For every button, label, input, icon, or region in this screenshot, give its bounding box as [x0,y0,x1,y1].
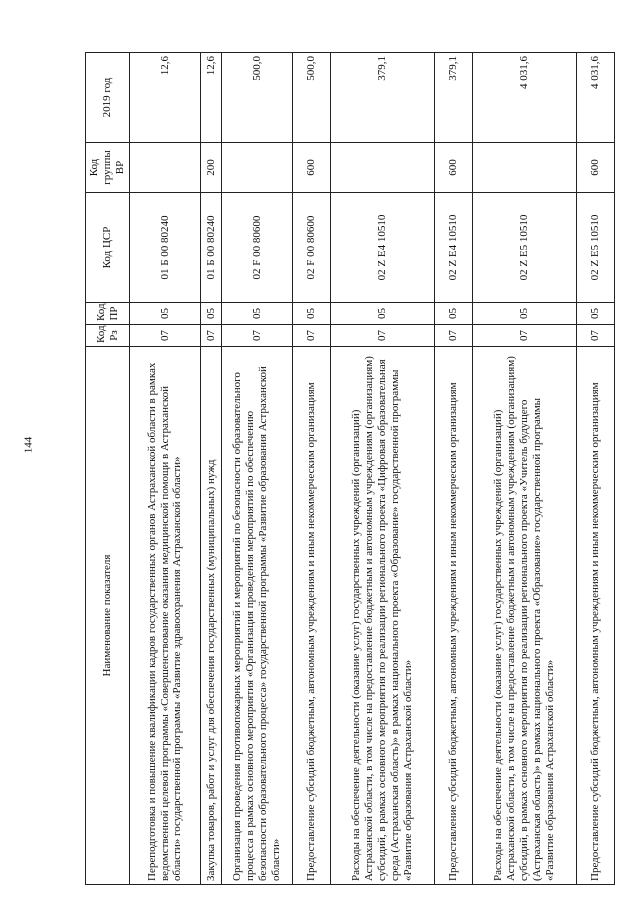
cell-value: 4 031,6 [577,53,615,143]
table-row [293,53,331,885]
cell-name: Предоставление субсидий бюджетным, автономным учреждениям и иным некоммерческим организациям [435,347,473,885]
cell-pr: 05 [222,303,293,325]
cell-csr: 01 Б 00 80240 [200,193,221,303]
cell-rz: 07 [200,325,221,347]
cell-rz: 07 [293,325,331,347]
cell-name: Расходы на обеспечение деятельности (оказание услуг) государственных учреждений (организаций) Астраханской области, в том числе на предоставление бюджетным и автономным учреждениям (организациям) субсидий, в рамках основного мероприятия по реализации регионального проекта «Учитель будущего (Астраханская область)» в рамках национального проекта «Образование» государственной программы «Развитие образования Астраханской области» [473,347,577,885]
cell-rz: 07 [130,325,201,347]
cell-value: 12,6 [200,53,221,143]
header-rz: Код Рз [86,325,130,347]
cell-value: 379,1 [435,53,473,143]
cell-name: Переподготовка и повышение квалификации кадров государственных органов Астраханской области в рамках ведомственной целевой программы «Совершенствование оказания медицинской помощи в Астраханской области» государственной программы «Развитие здравоохранения Астраханской области» [130,347,201,885]
cell-vr [222,143,293,193]
table-row [130,53,201,885]
table-row [331,53,435,885]
header-year: 2019 год [86,53,130,143]
cell-csr: 02 Z E5 10510 [473,193,577,303]
cell-vr: 200 [200,143,221,193]
rotated-table-wrapper [85,53,615,885]
cell-value: 12,6 [130,53,201,143]
header-vr: Код группы ВР [86,143,130,193]
cell-csr: 02 Z E4 10510 [435,193,473,303]
table-header-row [86,53,130,885]
cell-rz: 07 [577,325,615,347]
cell-pr: 05 [331,303,435,325]
cell-value: 4 031,6 [473,53,577,143]
cell-value: 379,1 [331,53,435,143]
cell-vr: 600 [577,143,615,193]
cell-csr: 02 F 00 80600 [293,193,331,303]
table-row [435,53,473,885]
budget-table [85,52,615,885]
cell-name: Предоставление субсидий бюджетным, автономным учреждениям и иным некоммерческим организациям [577,347,615,885]
cell-vr: 600 [293,143,331,193]
cell-name: Предоставление субсидий бюджетным, автономным учреждениям и иным некоммерческим организациям [293,347,331,885]
header-pr: Код ПР [86,303,130,325]
cell-rz: 07 [331,325,435,347]
cell-rz: 07 [435,325,473,347]
cell-value: 500,0 [293,53,331,143]
cell-vr [130,143,201,193]
cell-name: Организация проведения противопожарных мероприятий и мероприятий по безопасности образовательного процесса в рамках основного мероприятия «Организация проведения мероприятий по обеспечению безопасности образовательного процесса» государственной программы «Развитие образования Астраханской области» [222,347,293,885]
cell-pr: 05 [473,303,577,325]
cell-vr: 600 [435,143,473,193]
cell-rz: 07 [473,325,577,347]
cell-pr: 05 [435,303,473,325]
cell-pr: 05 [130,303,201,325]
cell-value: 500,0 [222,53,293,143]
cell-vr [331,143,435,193]
table-row [200,53,221,885]
table-row [473,53,577,885]
cell-pr: 05 [293,303,331,325]
cell-csr: 02 Z E4 10510 [331,193,435,303]
page-number: 144 [22,436,35,454]
table-row [577,53,615,885]
cell-csr: 02 F 00 80600 [222,193,293,303]
header-csr: Код ЦСР [86,193,130,303]
cell-pr: 05 [200,303,221,325]
cell-rz: 07 [222,325,293,347]
cell-name: Закупка товаров, работ и услуг для обеспечения государственных (муниципальных) нужд [200,347,221,885]
cell-csr: 01 Б 00 80240 [130,193,201,303]
table-row [222,53,293,885]
cell-name: Расходы на обеспечение деятельности (оказание услуг) государственных учреждений (организаций) Астраханской области, в том числе на предоставление бюджетным и автономным учреждениям (организациям) субсидий, в рамках основного мероприятия по реализации регионального проекта «Цифровая образовательная среда (Астраханская область)» в рамках национального проекта «Образование» государственной программы «Развитие образования Астраханской области» [331,347,435,885]
cell-pr: 05 [577,303,615,325]
cell-csr: 02 Z E5 10510 [577,193,615,303]
header-name: Наименование показателя [86,347,130,885]
cell-vr [473,143,577,193]
